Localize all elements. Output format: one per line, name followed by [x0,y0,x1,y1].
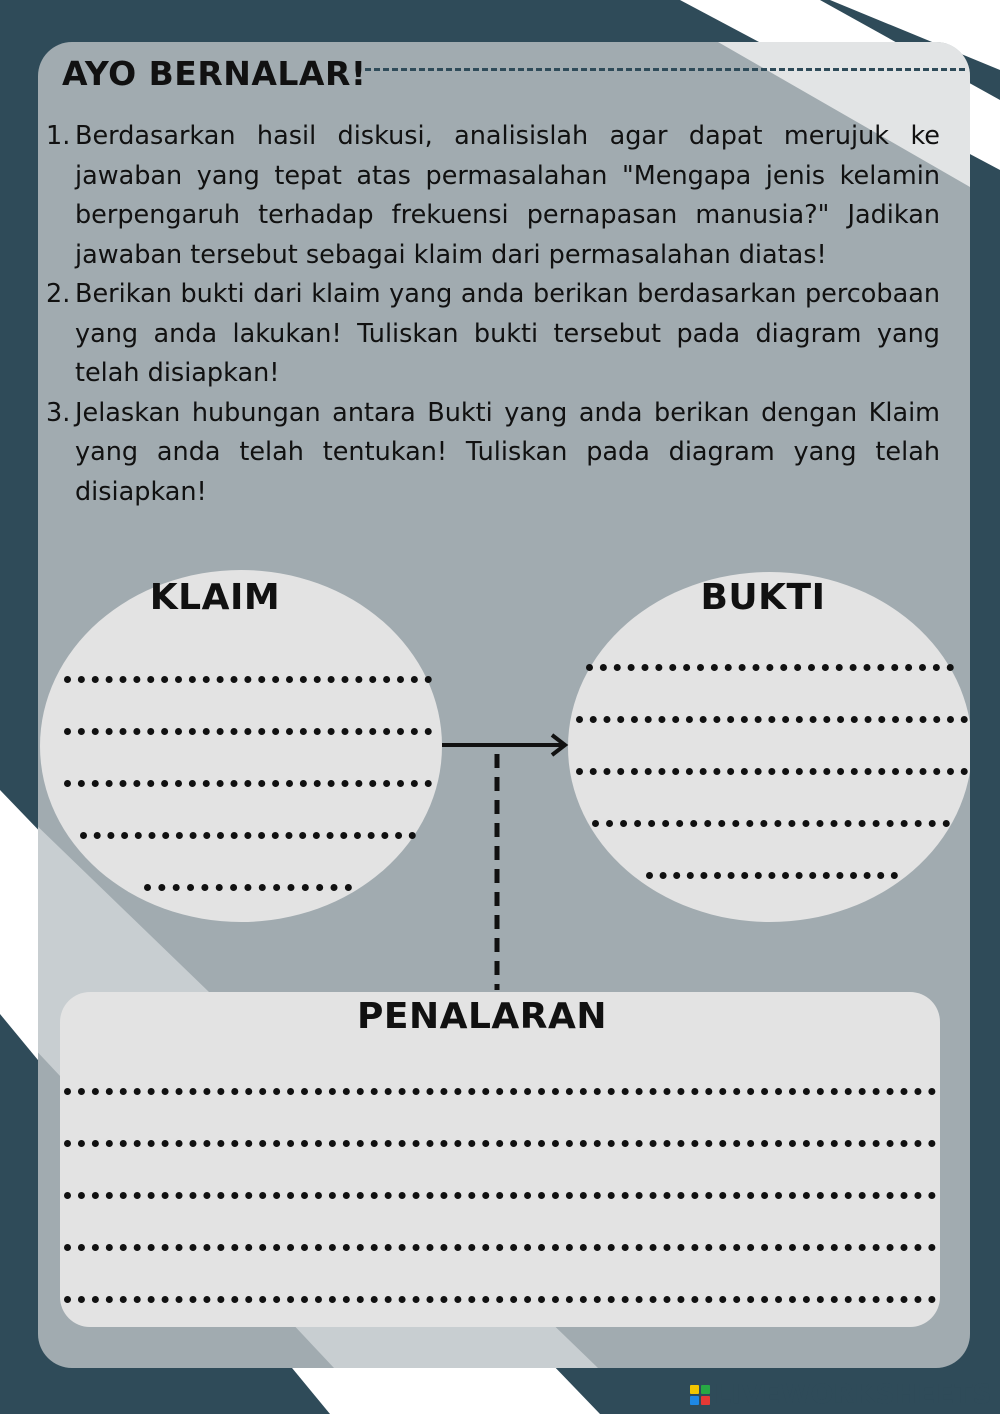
evidence-answer-line[interactable] [646,872,898,879]
logo-square [690,1396,699,1405]
worksheet-title: AYO BERNALAR! [62,54,367,93]
claim-answer-line[interactable] [64,676,432,683]
evidence-label: BUKTI [700,577,826,618]
evidence-answer-line[interactable] [592,820,950,827]
claim-label: KLAIM [149,577,281,618]
reasoning-answer-line[interactable] [64,1192,936,1199]
claim-answer-line[interactable] [80,832,416,839]
claim-answer-line[interactable] [64,780,432,787]
liveworksheets-logo-icon [690,1385,710,1405]
worksheet-card [38,42,970,1368]
claim-oval [40,570,442,922]
question-text: Berikan bukti dari klaim yang anda berikan berdasarkan percobaan yang anda lakukan! Tuliskan bukti tersebut pada diagram yang telah disiapkan! [75,279,940,388]
reasoning-answer-line[interactable] [64,1296,936,1303]
question-number: 1. [46,121,71,151]
question-text: Berdasarkan hasil diskusi, analisislah agar dapat merujuk ke jawaban yang tepat atas permasalahan "Mengapa jenis kelamin berpengaruh terhadap frekuensi pernapasan manusia?" Jadikan jawaban tersebut sebagai klaim dari permasalahan diatas! [75,121,940,270]
question-list [46,117,940,512]
reasoning-answer-line[interactable] [64,1140,936,1147]
liveworksheets-watermark [690,1379,992,1410]
question-item [46,394,940,513]
question-item [46,275,940,394]
brand-name: LIVEWORKSHEETS [714,1379,992,1410]
evidence-answer-line[interactable] [576,716,968,723]
logo-square [701,1396,710,1405]
reasoning-label: PENALARAN [357,996,607,1037]
question-text: Jelaskan hubungan antara Bukti yang anda berikan dengan Klaim yang anda telah tentukan! Tuliskan pada diagram yang telah disiapkan! [75,397,940,507]
claim-answer-line[interactable] [144,884,352,891]
evidence-answer-line[interactable] [586,664,954,671]
reasoning-box [60,992,940,1327]
evidence-oval [568,572,970,922]
reasoning-answer-line[interactable] [64,1244,936,1251]
title-dashed-line [365,68,965,71]
reasoning-answer-line[interactable] [64,1088,936,1095]
logo-square [690,1385,699,1394]
question-item [46,117,940,275]
question-number: 3. [46,397,71,428]
evidence-answer-line[interactable] [576,768,968,775]
logo-square [701,1385,710,1394]
question-number: 2. [46,279,71,309]
claim-answer-line[interactable] [64,728,432,735]
